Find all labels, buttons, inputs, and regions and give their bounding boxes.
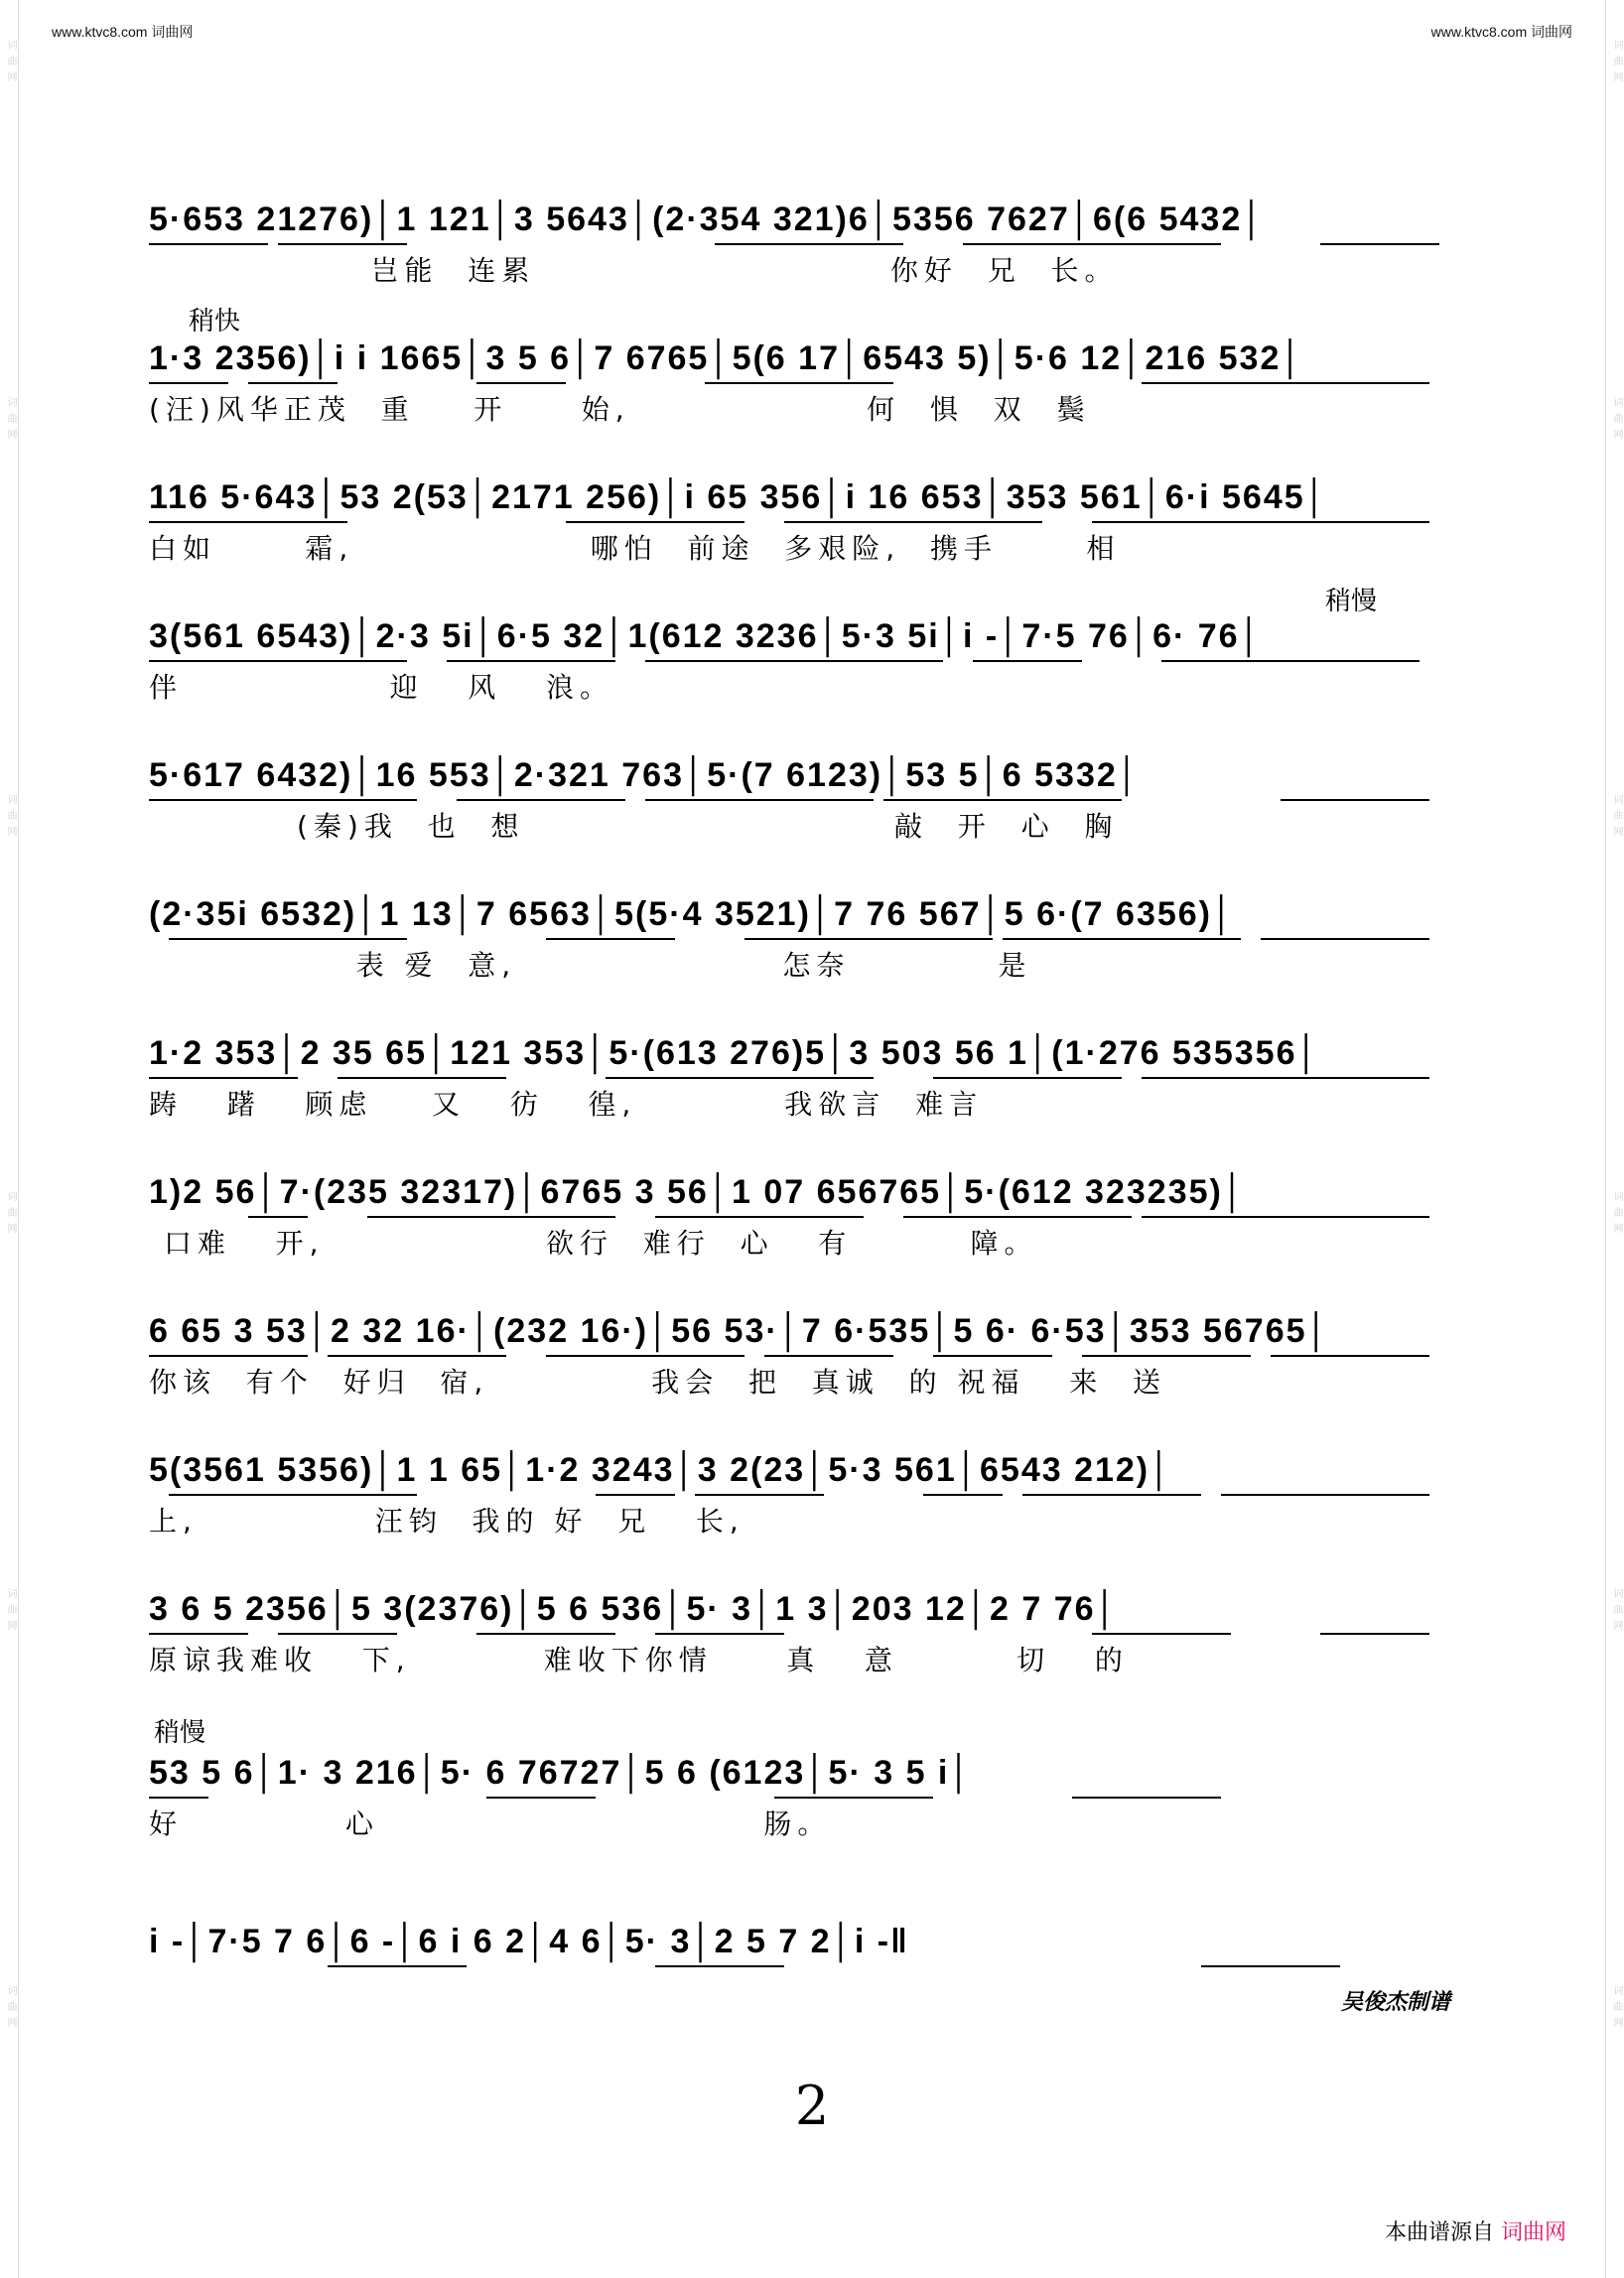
lyrics: 你该 有个 好归 宿, 我会 把 真诚 的 祝福 来 送 [149,1366,1167,1399]
source-label: 本曲谱源自 [1384,2220,1494,2245]
notation: 6 65 3 53│2 32 16·│(232 16·)│56 53·│7 6·535│5 6· 6·53│353 56765│ [149,1312,1330,1350]
header-site-right[interactable]: www.ktvc8.com 词曲网 [1430,24,1572,40]
notation: 53 5 6│1· 3 216│5· 6 76727│5 6 (6123│5· 3 5 i│ [149,1754,973,1792]
tempo-mark: 稍慢 [1325,587,1378,616]
beam-lines [149,1355,1439,1363]
side-watermark: 词曲网 [1611,1985,1622,2033]
notation: i -│7·5 7 6│6 -│6 i 6 2│4 6│5· 3│2 5 7 2│i -‖ [149,1923,909,1960]
header-site-left[interactable]: www.ktvc8.com 词曲网 [52,24,194,40]
lyrics: 原谅我难收 下, 难收下你情 真 意 切 的 [149,1644,1129,1676]
side-watermark: 词曲网 [1611,1588,1622,1636]
beam-lines [149,1077,1439,1085]
side-watermark: 词曲网 [5,1588,16,1636]
notation: (2·35i 6532)│1 13│7 6563│5(5·4 3521)│7 76 567│5 6·(7 6356)│ [149,895,1236,933]
side-watermark: 词曲网 [5,40,16,87]
notation: 5(3561 5356)│1 1 65│1·2 3243│3 2(23│5·3 561│6543 212)│ [149,1451,1173,1489]
side-watermark: 词曲网 [5,397,16,445]
lyrics: 岂能 连累 你好 兄 长。 [149,254,1119,287]
lyrics: 表 爱 意, 怎奈 是 [149,949,1032,982]
notation: 1)2 56│7·(235 32317)│6765 3 56│1 07 656765│5·(612 323235)│ [149,1173,1247,1211]
side-watermark: 词曲网 [1611,40,1622,87]
side-watermark: 词曲网 [1611,397,1622,445]
source-brand-link[interactable]: 词曲网 [1500,2220,1566,2245]
beam-lines [149,1216,1439,1224]
lyrics: 伴 迎 风 浪。 [149,671,614,704]
lyrics: 上, 汪钧 我的 好 兄 长, [149,1505,744,1538]
lyrics: 口难 开, 欲行 难行 心 有 障。 [149,1227,1038,1260]
side-watermark: 词曲网 [5,1191,16,1239]
left-margin-strip [0,0,19,2278]
beam-lines [149,1494,1439,1502]
lyrics: 踌 躇 顾虑 又 彷 徨, 我欲言 难言 [149,1088,984,1121]
beam-lines [149,382,1439,390]
notation: 5·617 6432)│16 553│2·321 763│5·(7 6123)│53 5│6 5332│ [149,756,1142,794]
notation: 3(561 6543)│2·3 5i│6·5 32│1(612 3236│5·3 5i│i -│7·5 76│6· 76│ [149,617,1263,655]
lyrics: 好 心 肠。 [149,1808,832,1840]
lyrics: 白如 霜, 哪怕 前途 多艰险, 携手 相 [149,532,1121,565]
beam-lines [149,1633,1439,1641]
transcriber-credit: 吴俊杰制谱 [1340,1989,1450,2015]
notation: 5·653 21276)│1 121│3 5643│(2·354 321)6│5356 7627│6(6 5432│ [149,201,1266,238]
beam-lines [149,799,1439,807]
right-margin-strip [1605,0,1624,2278]
beam-lines [149,1965,1439,1973]
side-watermark: 词曲网 [5,794,16,842]
beam-lines [149,938,1439,946]
tempo-mark: 稍快 [189,307,241,336]
lyrics: (秦)我 也 想 敲 开 心 胸 [149,810,1119,843]
notation: 116 5·643│53 2(53│2171 256)│i 65 356│i 16 653│353 561│6·i 5645│ [149,478,1328,516]
side-watermark: 词曲网 [5,1985,16,2033]
notation: 1·3 2356)│i i 1665│3 5 6│7 6765│5(6 17│6543 5)│5·6 12│216 532│ [149,339,1304,377]
notation: 3 6 5 2356│5 3(2376)│5 6 536│5· 3│1 3│203 12│2 7 76│ [149,1590,1119,1628]
page-number: 2 [794,2075,830,2137]
beam-lines [149,243,1439,251]
tempo-mark: 稍慢 [154,1718,206,1748]
beam-lines [149,660,1439,668]
lyrics: (汪)风华正茂 重 开 始, 何 惧 双 鬓 [149,393,1091,426]
side-watermark: 词曲网 [1611,794,1622,842]
beam-lines [149,1797,1439,1805]
source-footer [1385,2215,1566,2246]
beam-lines [149,521,1439,529]
notation: 1·2 353│2 35 65│121 353│5·(613 276)5│3 503 56 1│(1·276 535356│ [149,1034,1320,1072]
side-watermark: 词曲网 [1611,1191,1622,1239]
